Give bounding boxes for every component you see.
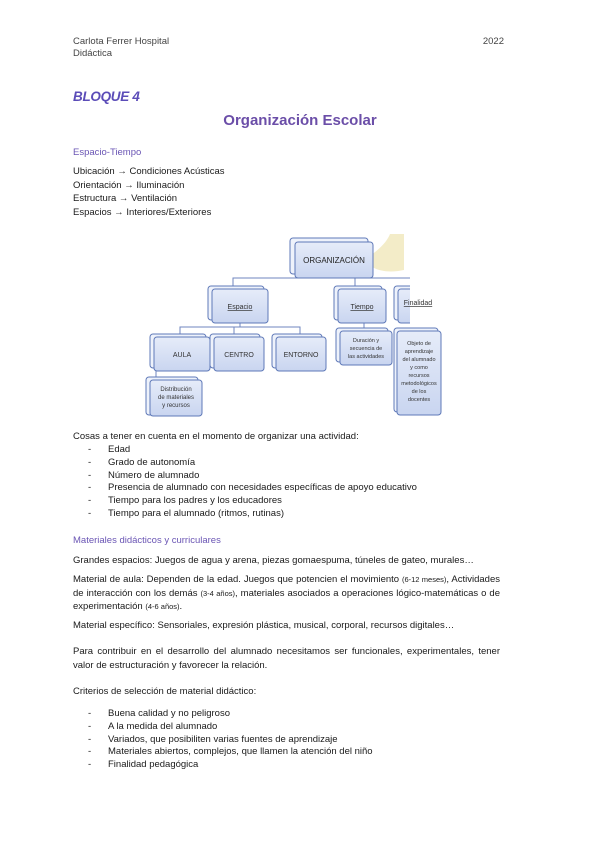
list-item: Orientación → Iluminación bbox=[73, 179, 185, 191]
duracion-line-2: secuencia de bbox=[349, 346, 383, 352]
box-distribucion bbox=[146, 377, 202, 416]
block-title: BLOQUE 4 bbox=[73, 89, 140, 104]
list-item: - A la medida del alumnado bbox=[88, 721, 373, 734]
box-aula bbox=[150, 334, 210, 371]
aula-label: AULA bbox=[172, 352, 192, 359]
main-title-text: Organización Escolar bbox=[223, 112, 377, 129]
section-heading-materiales: Materiales didácticos y curriculares bbox=[73, 535, 221, 546]
list-item: - Edad bbox=[88, 444, 417, 457]
box-entorno bbox=[272, 334, 326, 371]
paragraph-material-aula bbox=[73, 573, 500, 614]
finalidad-child-line-2: aprendizaje bbox=[404, 349, 434, 355]
espacio-label: Espacio bbox=[227, 304, 253, 311]
list-item: Estructura → Ventilación bbox=[73, 193, 178, 204]
finalidad-child-line-5: recursos bbox=[408, 373, 430, 379]
centro-label: CENTRO bbox=[224, 352, 254, 359]
entorno-label: ENTORNO bbox=[283, 352, 319, 359]
text-run: Material de aula: Dependen de la edad. Juegos que potencien el movimiento bbox=[73, 574, 402, 585]
duracion-line-3: las actividades bbox=[347, 354, 385, 360]
main-title bbox=[0, 112, 600, 129]
list-item: - Materiales abiertos, complejos, que llamen la atención del niño bbox=[88, 746, 373, 759]
finalidad-child-line-7: de los bbox=[411, 389, 427, 395]
finalidad-child-line-1: Objeto de bbox=[407, 341, 431, 347]
box-tiempo bbox=[334, 286, 386, 323]
finalidad-column bbox=[392, 284, 442, 418]
age-range: (4-6 años) bbox=[145, 602, 180, 611]
list-item: - Variados, que posibiliten varias fuentes de aprendizaje bbox=[88, 734, 373, 747]
list-item: Ubicación → Condiciones Acústicas bbox=[73, 166, 225, 177]
finalidad-child-line-4: y como bbox=[410, 365, 428, 371]
espacio-tiempo-list bbox=[73, 165, 225, 219]
finalidad-child-line-8: docentes bbox=[407, 397, 431, 403]
list-item: - Presencia de alumnado con necesidades específicas de apoyo educativo bbox=[88, 482, 417, 495]
criteria-list bbox=[88, 708, 373, 772]
list-item: - Número de alumnado bbox=[88, 470, 417, 483]
box-root bbox=[290, 238, 373, 278]
finalidad-child-line-3: del alumnado bbox=[402, 357, 436, 363]
section-heading-espacio-tiempo: Espacio-Tiempo bbox=[73, 147, 142, 158]
distribucion-line-3: y recursos bbox=[162, 403, 190, 409]
page-header-left bbox=[73, 36, 169, 60]
list-item: - Finalidad pedagógica bbox=[88, 759, 373, 772]
list-item: - Grado de autonomía bbox=[88, 457, 417, 470]
box-centro bbox=[210, 334, 264, 371]
distribucion-line-2: de materiales bbox=[157, 395, 195, 401]
distribucion-line-1: Distribución bbox=[160, 387, 192, 393]
list-item: - Tiempo para el alumnado (ritmos, rutinas) bbox=[88, 508, 417, 521]
paragraph-criterios: Criterios de selección de material didáctico: bbox=[73, 686, 257, 697]
list-item: Espacios → Interiores/Exteriores bbox=[73, 206, 212, 218]
organization-diagram bbox=[140, 232, 410, 418]
activity-intro: Cosas a tener en cuenta en el momento de organizar una actividad: bbox=[73, 431, 359, 442]
finalidad-child-line-6: metodológicos bbox=[401, 381, 437, 387]
age-range: (6-12 meses) bbox=[401, 575, 447, 584]
author-name: Carlota Ferrer Hospital bbox=[73, 36, 170, 47]
age-range: (3-4 años) bbox=[200, 588, 236, 598]
box-espacio bbox=[208, 286, 268, 323]
list-item: - Buena calidad y no peligroso bbox=[88, 708, 373, 721]
box-duracion bbox=[336, 328, 392, 365]
paragraph-material-especifico: Material específico: Sensoriales, expresión plástica, musical, corporal, recursos digitales… bbox=[73, 620, 455, 631]
page-header-year: 2022 bbox=[482, 36, 504, 47]
text-run: , materiales asociados a operaciones lógico-matemáticas o de experimentación bbox=[73, 587, 500, 612]
list-item: - Tiempo para los padres y los educadores bbox=[88, 495, 417, 508]
text-run: . bbox=[179, 601, 183, 612]
paragraph-desarrollo: Para contribuir en el desarrollo del alumnado necesitamos ser funcionales, experimentales, tener valor de estructuración y favorecer la relación. bbox=[73, 646, 500, 671]
paragraph-grandes-espacios: Grandes espacios: Juegos de agua y arena, piezas gomaespuma, túneles de gateo, murales… bbox=[73, 555, 474, 566]
activity-considerations-list bbox=[88, 444, 417, 521]
root-label: ORGANIZACIÓN bbox=[303, 256, 365, 265]
duracion-line-1: Duración y bbox=[352, 338, 380, 344]
text-run: , Actividades de interacción con los demás bbox=[73, 574, 500, 599]
tiempo-label: Tiempo bbox=[350, 304, 374, 311]
subject-name: Didáctica bbox=[73, 48, 113, 59]
finalidad-label: Finalidad bbox=[403, 300, 433, 307]
